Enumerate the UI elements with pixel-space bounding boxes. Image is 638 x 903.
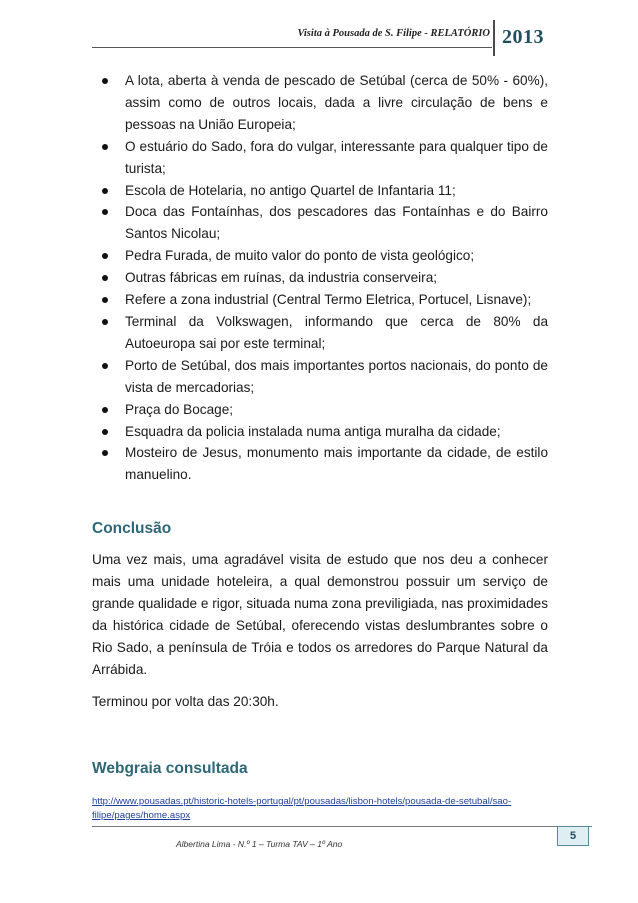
- bullet-icon: [102, 253, 108, 259]
- page-header: [0, 20, 638, 56]
- list-item: Esquadra da policia instalada numa antiga muralha da cidade;: [92, 421, 548, 443]
- bullet-icon: [102, 319, 108, 325]
- list-item: Terminal da Volkswagen, informando que cerca de 80% da Autoeuropa sai por este terminal;: [92, 311, 548, 355]
- header-year: 2013: [502, 26, 544, 48]
- list-item: Refere a zona industrial (Central Termo Eletrica, Portucel, Lisnave);: [92, 289, 548, 311]
- bullet-icon: [102, 144, 108, 150]
- header-title: Visita à Pousada de S. Filipe - RELATÓRIO: [297, 28, 490, 39]
- bullet-icon: [102, 429, 108, 435]
- bullet-icon: [102, 363, 108, 369]
- list-item: Praça do Bocage;: [92, 399, 548, 421]
- header-divider: [493, 20, 495, 56]
- bullet-icon: [102, 78, 108, 84]
- list-item: O estuário do Sado, fora do vulgar, interessante para qualquer tipo de turista;: [92, 136, 548, 180]
- reference-link[interactable]: http://www.pousadas.pt/historic-hotels-portugal/pt/pousadas/lisbon-hotels/pousada-de-setubal/sao-filipe/pages/home.aspx: [92, 796, 512, 821]
- conclusion-paragraph: Uma vez mais, uma agradável visita de estudo que nos deu a conhecer mais uma unidade hoteleira, a qual demonstrou possuir um serviço de grande qualidade e rigor, situada numa zona previligiada, nas proximidades da histórica cidade de Setúbal, oferecendo vistas deslumbrantes sobre o Rio Sado, a península de Tróia e todos os arredores do Parque Natural da Arrábida.: [92, 552, 548, 677]
- list-item: A lota, aberta à venda de pescado de Setúbal (cerca de 50% - 60%), assim como de outros locais, dada a livre circulação de bens e pessoas na União Europeia;: [92, 70, 548, 136]
- conclusion-heading: Conclusão: [92, 520, 172, 537]
- list-item: Pedra Furada, de muito valor do ponto de vista geológico;: [92, 245, 548, 267]
- header-rule: [92, 47, 492, 48]
- list-item: Outras fábricas em ruínas, da industria conserveira;: [92, 267, 548, 289]
- bullet-icon: [102, 407, 108, 413]
- list-item: Escola de Hotelaria, no antigo Quartel de Infantaria 11;: [92, 180, 548, 202]
- bullet-list: [92, 70, 548, 486]
- bullet-icon: [102, 450, 108, 456]
- list-item: Doca das Fontaínhas, dos pescadores das Fontaínhas e do Bairro Santos Nicolau;: [92, 201, 548, 245]
- bullet-icon: [102, 209, 108, 215]
- footer-author: Albertina Lima - N.º 1 – Turma TAV – 1º Ano: [176, 839, 343, 849]
- list-item: Mosteiro de Jesus, monumento mais importante da cidade, de estilo manuelino.: [92, 442, 548, 486]
- bullet-icon: [102, 297, 108, 303]
- bullet-icon: [102, 188, 108, 194]
- list-item: Porto de Setúbal, dos mais importantes portos nacionais, do ponto de vista de mercadorias;: [92, 355, 548, 399]
- webgraphy-heading: Webgraia consultada: [92, 760, 248, 777]
- bullet-icon: [102, 275, 108, 281]
- page-number-badge: 5: [557, 826, 589, 846]
- closing-paragraph: Terminou por volta das 20:30h.: [92, 694, 279, 709]
- footer-rule: [92, 826, 592, 827]
